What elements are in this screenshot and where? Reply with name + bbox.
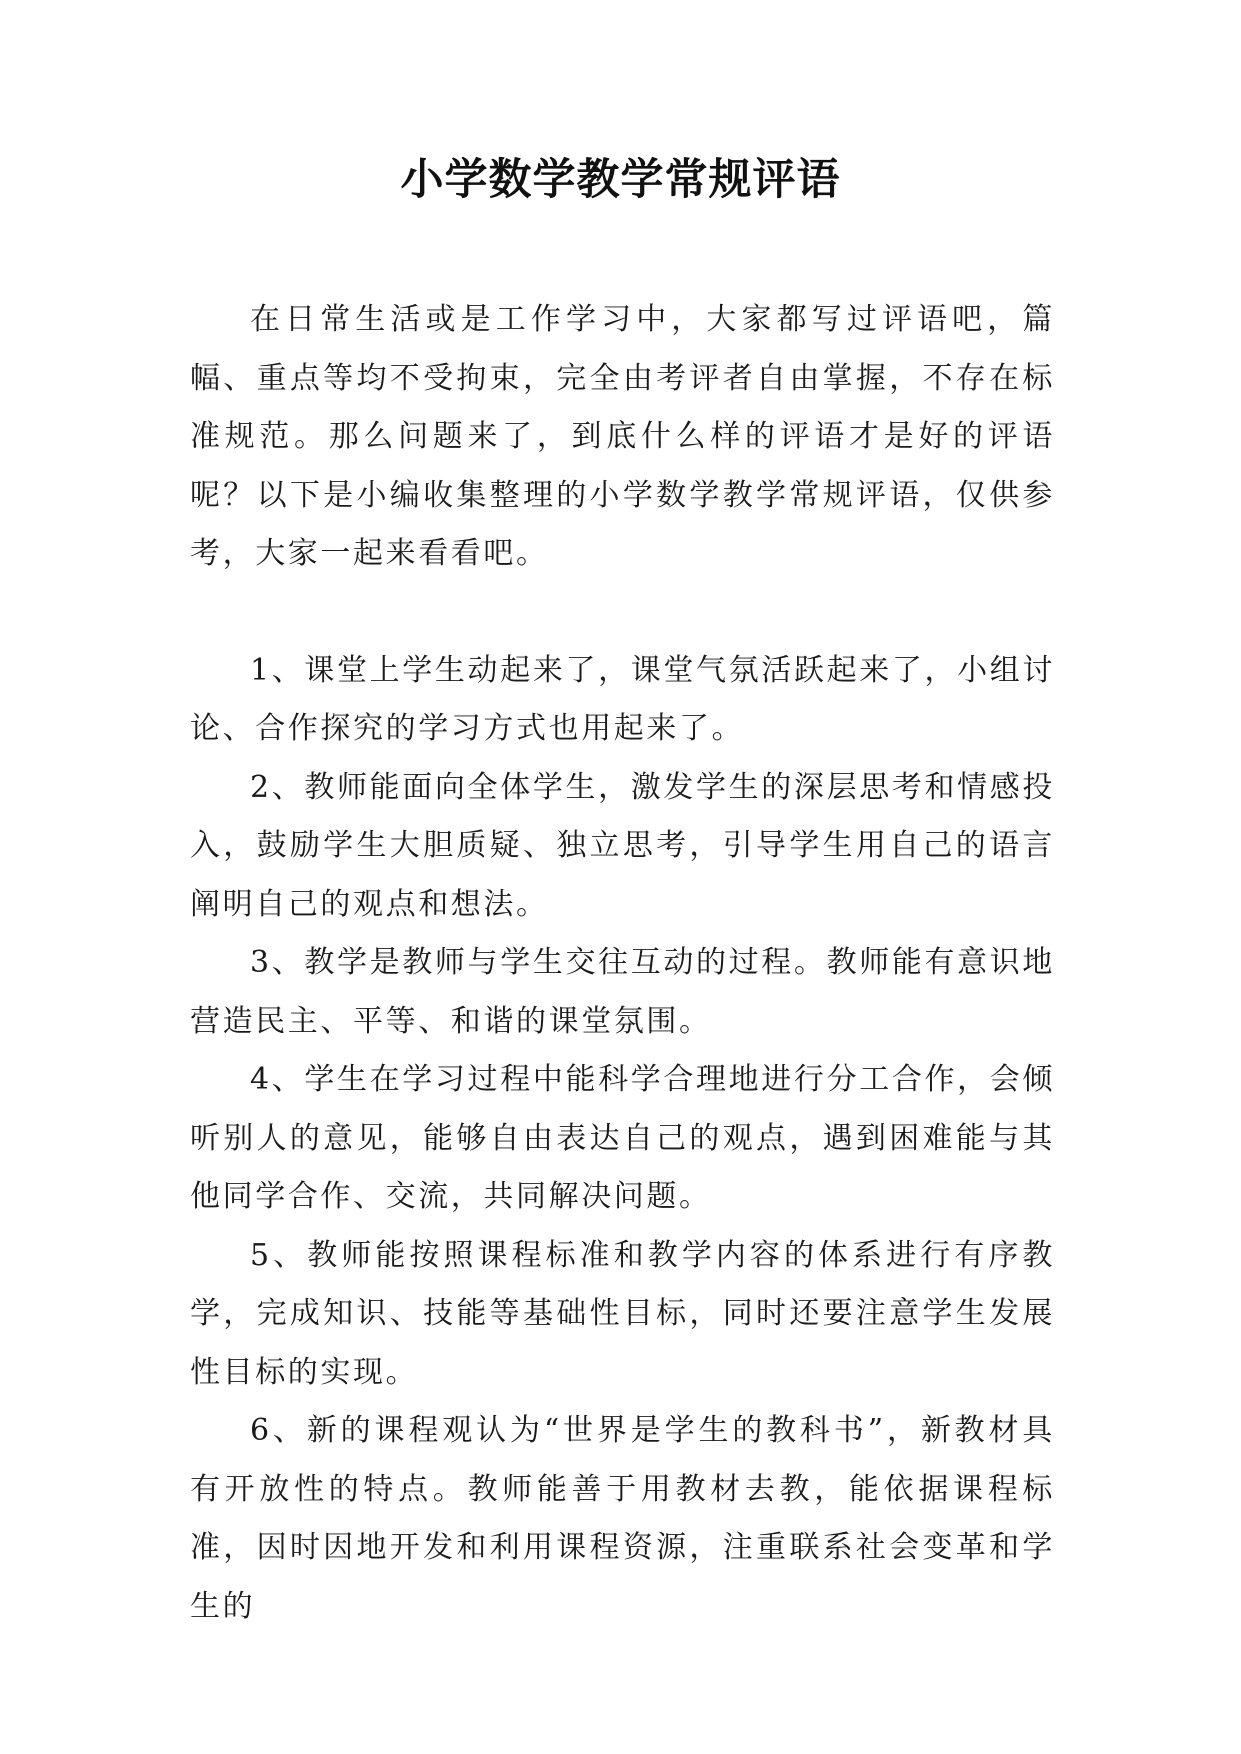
document-body — [190, 291, 1055, 1636]
comment-item-3: 3、教学是教师与学生交往互动的过程。教师能有意识地营造民主、平等、和谐的课堂氛围。 — [190, 945, 1055, 1039]
comment-item-4: 4、学生在学习过程中能科学合理地进行分工合作，会倾听别人的意见，能够自由表达自己的观点，遇到困难能与其他同学合作、交流，共同解决问题。 — [190, 1062, 1055, 1214]
intro-paragraph: 在日常生活或是工作学习中，大家都写过评语吧，篇幅、重点等均不受拘束，完全由考评者自由掌握，不存在标准规范。那么问题来了，到底什么样的评语才是好的评语呢？以下是小编收集整理的小学数学教学常规评语，仅供参考，大家一起来看看吧。 — [190, 302, 1055, 571]
comment-item-2: 2、教师能面向全体学生，激发学生的深层思考和情感投入，鼓励学生大胆质疑、独立思考，引导学生用自己的语言阐明自己的观点和想法。 — [190, 769, 1055, 922]
page-title: 小学数学教学常规评语 — [400, 155, 841, 205]
comment-item-5: 5、教师能按照课程标准和教学内容的体系进行有序教学，完成知识、技能等基础性目标，同时还要注意学生发展性目标的实现。 — [190, 1237, 1055, 1390]
comment-item-1: 1、课堂上学生动起来了，课堂气氛活跃起来了，小组讨论、合作探究的学习方式也用起来了。 — [190, 652, 1055, 746]
comment-item-6: 6、新的课程观认为“世界是学生的教科书”，新教材具有开放性的特点。教师能善于用教材去教，能依据课程标准，因时因地开发和利用课程资源，注重联系社会变革和学生的 — [190, 1413, 1055, 1624]
